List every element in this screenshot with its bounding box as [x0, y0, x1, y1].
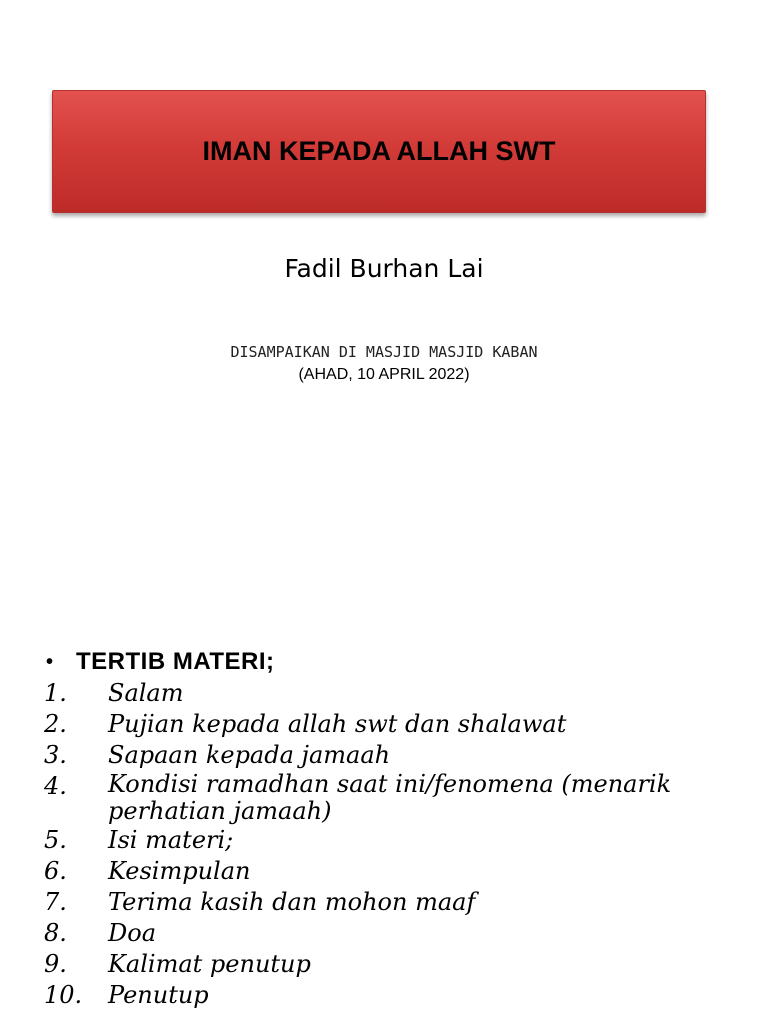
agenda-heading-text: TERTIB MATERI; — [76, 648, 275, 675]
item-text: Isi materi; — [108, 826, 234, 854]
item-text: Penutup — [108, 981, 209, 1009]
slide-title: IMAN KEPADA ALLAH SWT — [202, 136, 556, 166]
item-number: 8. — [44, 919, 67, 947]
agenda-list — [44, 678, 744, 1011]
list-item — [44, 709, 744, 740]
item-number: 3. — [44, 741, 67, 769]
list-item — [44, 825, 744, 856]
author-name: Fadil Burhan Lai — [284, 254, 484, 283]
item-number: 10. — [44, 981, 83, 1009]
list-item — [44, 678, 744, 709]
list-item — [44, 980, 744, 1011]
item-text: Kalimat penutup — [108, 950, 311, 978]
item-text: Salam — [108, 679, 184, 707]
list-item — [44, 887, 744, 918]
list-item — [44, 918, 744, 949]
item-text: Terima kasih dan mohon maaf — [108, 888, 476, 916]
list-item — [44, 771, 744, 825]
agenda-heading — [44, 646, 744, 678]
item-number: 6. — [44, 857, 67, 885]
list-item — [44, 856, 744, 887]
item-number: 5. — [44, 826, 67, 854]
list-item — [44, 740, 744, 771]
agenda-section — [44, 646, 744, 1011]
title-banner — [52, 90, 706, 213]
date-text: (AHAD, 10 APRIL 2022) — [298, 366, 470, 383]
item-number: 2. — [44, 710, 67, 738]
bullet-icon: • — [46, 650, 54, 673]
item-text: Sapaan kepada jamaah — [108, 741, 391, 769]
venue-text: DISAMPAIKAN DI MASJID MASJID KABAN — [230, 343, 538, 361]
item-text: Pujian kepada allah swt dan shalawat — [108, 710, 567, 738]
item-text: Kondisi ramadhan saat ini/fenomena (menarik perhatian jamaah) — [108, 770, 672, 825]
list-item — [44, 949, 744, 980]
item-text: Kesimpulan — [108, 857, 251, 885]
item-text: Doa — [108, 919, 156, 947]
item-number: 7. — [44, 888, 67, 916]
item-number: 9. — [44, 950, 67, 978]
item-number: 1. — [44, 679, 67, 707]
item-number: 4. — [44, 772, 67, 800]
